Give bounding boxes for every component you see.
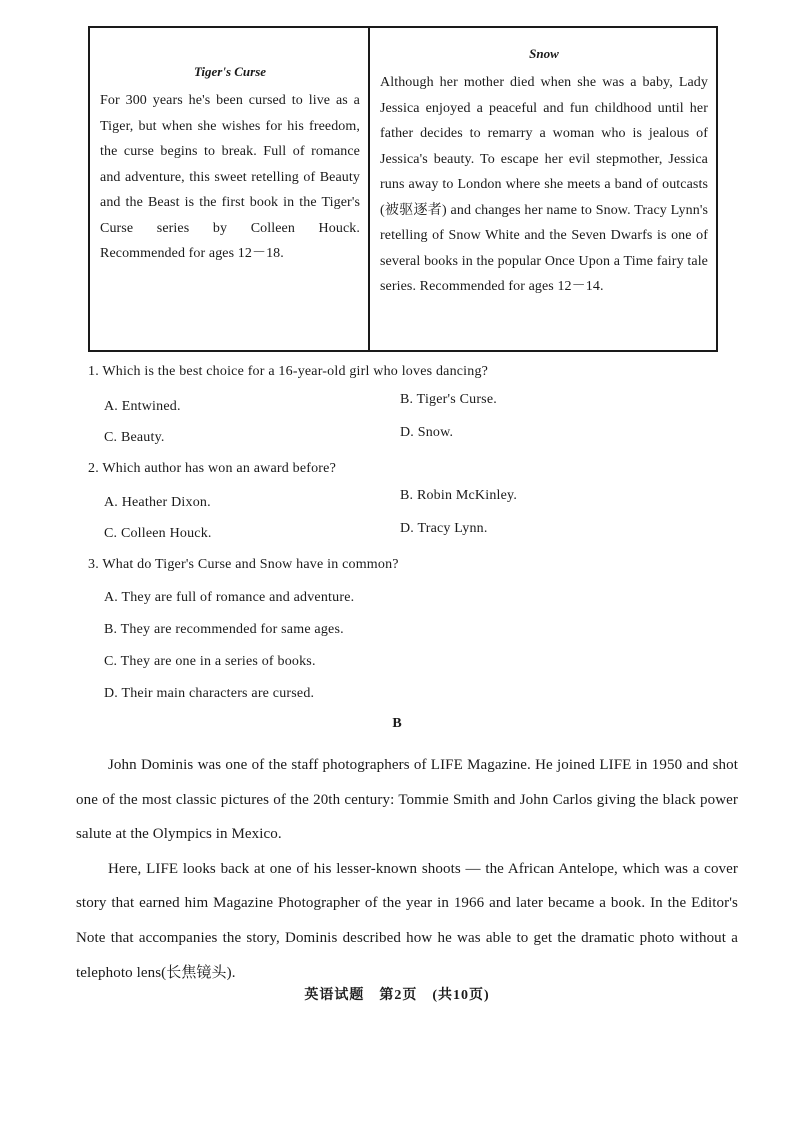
question-1-option-c: C. Beauty. [104,430,165,445]
book-title: Tiger's Curse [193,64,267,79]
book-description: Although her mother died when she was a baby, Lady Jessica enjoyed a peaceful and fun childhood until her father decides to remarry a woman who is jealous of Jessica's beauty. To escape her evil stepmother, Jessica runs away to London where she meets a band of outcasts (被驱逐者) and changes her name to Snow. Tracy Lynn's retelling of Snow White and the Seven Dwarfs is one of several books in the popular Once Upon a Time fairy tale series. Recommended for ages 12－14. [380,75,708,294]
question-2-option-d: D. Tracy Lynn. [400,521,488,536]
question-1-option-d: D. Snow. [400,425,454,440]
question-3: 3. What do Tiger's Curse and Snow have in common? [88,557,399,572]
passage-paragraph: Here, LIFE looks back at one of his lesser-known shoots — the African Antelope, which was a cover story that earned him Magazine Photographer of the year in 1966 and later became a book. In the Editor's Note that accompanies the story, Dominis described how he was able to get the dramatic photo without a telephoto lens(长焦镜头). [76,860,738,981]
book-cell-snow [370,28,716,350]
book-cell-tigers-curse [90,28,370,350]
question-3-option-a: A. They are full of romance and adventure. [104,590,355,605]
question-1-option-b: B. Tiger's Curse. [400,392,497,407]
question-3-option-b: B. They are recommended for same ages. [104,622,344,637]
book-description: For 300 years he's been cursed to live as a Tiger, but when she wishes for his freedom, the curse begins to break. Full of romance and adventure, this sweet retelling of Beauty and the Beast is the first book in the Tiger's Curse series by Colleen Houck. Recommended for ages 12－18. [100,93,360,261]
question-3-option-d: D. Their main characters are cursed. [104,686,315,701]
section-heading: B [392,716,402,731]
question-3-option-c: C. They are one in a series of books. [104,654,316,669]
passage-paragraph: John Dominis was one of the staff photographers of LIFE Magazine. He joined LIFE in 1950 and shot one of the most classic pictures of the 20th century: Tommie Smith and John Carlos giving the black power salute at the Olympics in Mexico. [76,757,738,843]
question-2-option-a: A. Heather Dixon. [104,495,211,510]
book-title: Snow [529,46,559,61]
question-1-option-a: A. Entwined. [104,399,181,414]
question-2-option-c: C. Colleen Houck. [104,526,212,541]
book-table [88,26,718,352]
reading-passage [76,748,738,990]
question-2-option-b: B. Robin McKinley. [400,488,518,503]
question-2: 2. Which author has won an award before? [88,461,336,476]
page-footer: 英语试题 第2页 (共10页) [304,988,490,1003]
question-1: 1. Which is the best choice for a 16-year-old girl who loves dancing? [88,364,489,379]
